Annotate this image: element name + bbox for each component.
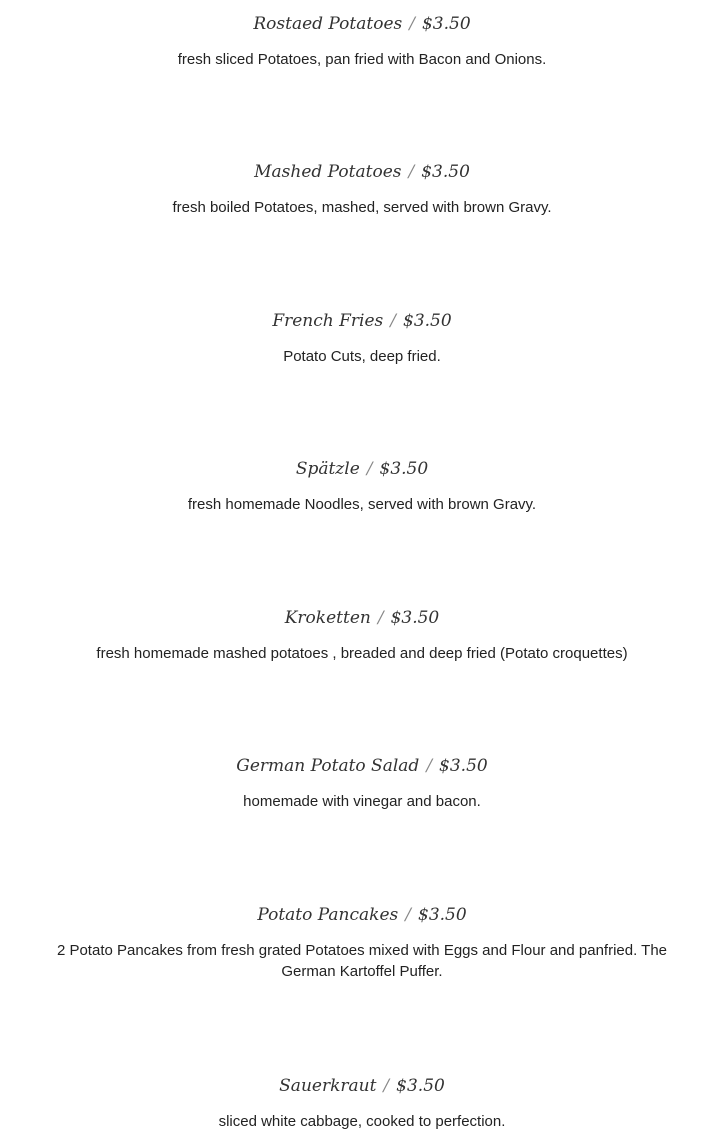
- item-description: fresh sliced Potatoes, pan fried with Bacon and Onions.: [177, 51, 547, 68]
- item-separator: /: [409, 14, 415, 34]
- item-name: Spätzle: [295, 459, 360, 479]
- item-price: $3.50: [421, 162, 470, 182]
- item-title: [0, 13, 724, 35]
- item-title: [0, 161, 724, 183]
- item-description: fresh homemade Noodles, served with brown Gravy.: [187, 496, 537, 513]
- item-description: Potato Cuts, deep fried.: [283, 348, 441, 365]
- item-title: [0, 755, 724, 777]
- item-separator: /: [377, 608, 384, 628]
- menu-item-potato-pancakes: [0, 904, 724, 982]
- item-name: Mashed Potatoes: [254, 162, 402, 182]
- item-price: $3.50: [439, 756, 488, 776]
- item-name: French Fries: [272, 311, 384, 331]
- item-name: Sauerkraut: [279, 1076, 377, 1096]
- item-separator: /: [405, 905, 411, 925]
- item-description: 2 Potato Pancakes from fresh grated Potatoes mixed with Eggs and Flour and panfried. The German Kartoffel Puffer.: [56, 942, 668, 980]
- item-description: sliced white cabbage, cooked to perfection.: [218, 1113, 506, 1130]
- item-price: $3.50: [379, 459, 429, 479]
- item-title: [0, 310, 724, 332]
- item-title: [0, 904, 724, 926]
- item-title: [0, 458, 724, 480]
- item-separator: /: [426, 756, 433, 776]
- item-name: Kroketten: [284, 608, 371, 628]
- item-price: $3.50: [418, 905, 467, 925]
- item-price: $3.50: [390, 608, 440, 628]
- item-description: homemade with vinegar and bacon.: [243, 793, 481, 810]
- item-description: fresh homemade mashed potatoes , breaded and deep fried (Potato croquettes): [96, 645, 628, 662]
- item-separator: /: [383, 1076, 390, 1096]
- item-price: $3.50: [421, 14, 471, 34]
- item-price: $3.50: [396, 1076, 445, 1096]
- menu-item-german-potato-salad: [0, 755, 724, 812]
- item-title: [0, 607, 724, 629]
- menu-item-sauerkraut: [0, 1075, 724, 1132]
- item-name: German Potato Salad: [236, 756, 420, 776]
- item-description: fresh boiled Potatoes, mashed, served with brown Gravy.: [172, 199, 552, 216]
- item-title: [0, 1075, 724, 1097]
- item-price: $3.50: [403, 311, 452, 331]
- item-separator: /: [408, 162, 415, 182]
- item-name: Rostaed Potatoes: [253, 14, 403, 34]
- menu-item-french-fries: [0, 310, 724, 367]
- item-separator: /: [366, 459, 373, 479]
- menu-item-rostaed-potatoes: [0, 13, 724, 70]
- item-separator: /: [390, 311, 396, 331]
- menu-item-spaetzle: [0, 458, 724, 515]
- item-name: Potato Pancakes: [257, 905, 399, 925]
- menu-item-kroketten: [0, 607, 724, 664]
- menu-item-mashed-potatoes: [0, 161, 724, 218]
